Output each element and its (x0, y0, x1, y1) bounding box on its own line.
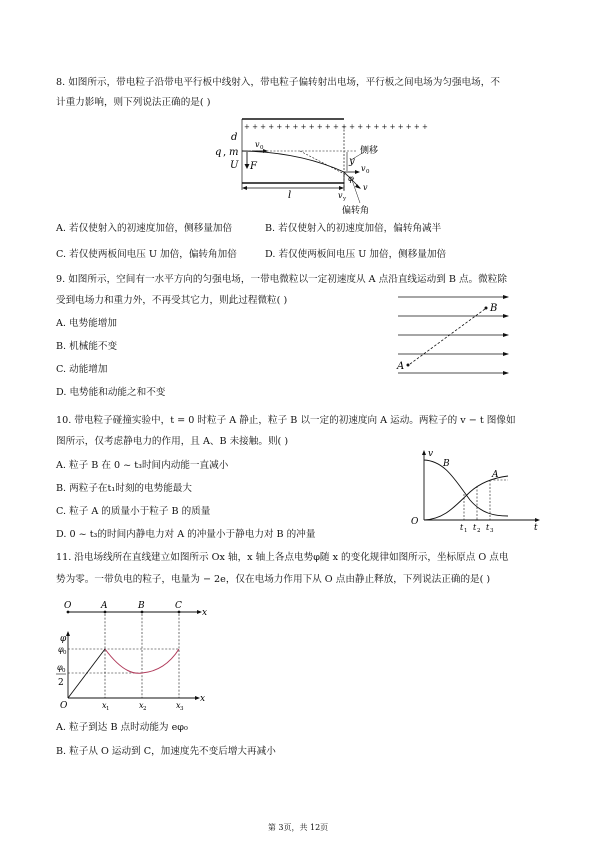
q11-label-x3: x (176, 701, 181, 710)
q10-label-t3: t (486, 523, 490, 532)
q9-label-A: A (397, 361, 405, 372)
q10-option-B[interactable]: B. 两粒子在t₁时刻的电势能最大 (56, 483, 192, 494)
q10-label-B: B (443, 459, 450, 469)
q11-top-C: C (175, 601, 182, 611)
q10-option-A[interactable]: A. 粒子 B 在 0 ~ t₃时间内动能一直减小 (56, 460, 229, 471)
q8-stem-line1: 8. 如图所示，带电粒子沿带电平行板中线射入，带电粒子偏转射出电场，平行板之间电场为匀强电场，不 (56, 77, 500, 88)
q11-stem-line1: 11. 沿电场线所在直线建立如图所示 Ox 轴，x 轴上各点电势φ随 x 的变化规律如图所示，坐标原点 O 点电 (56, 552, 509, 563)
q10-label-t2-sub: 2 (477, 528, 481, 534)
q8-option-C[interactable]: C. 若仅使两板间电压 U 加倍，偏转角加倍 (56, 249, 237, 260)
q8-label-l: l (288, 190, 292, 201)
q8-label-y: y (349, 156, 355, 167)
q10-label-t: t (534, 523, 538, 533)
q8-stem-line2: 计重力影响，则下列说法正确的是( ) (56, 97, 211, 108)
q8-label-v0-exit-sub: 0 (366, 169, 370, 175)
q11-top-A: A (101, 601, 108, 611)
q8-label-v0-exit: v (361, 164, 366, 173)
q11-label-half-num: φ (57, 663, 63, 672)
q8-label-angle: 偏转角 (342, 206, 370, 216)
q9-option-D[interactable]: D. 电势能和动能之和不变 (56, 387, 166, 398)
q8-label-v: v (363, 183, 368, 192)
q10-label-O: O (411, 517, 419, 527)
q8-label-vy-sub: y (343, 196, 347, 202)
q11-label-half-num-sub: 0 (62, 668, 66, 674)
q10-stem-line1: 10. 带电粒子碰撞实验中，t = 0 时粒子 A 静止，粒子 B 以一定的初速度向 A 运动。两粒子的 v − t 图像如 (56, 415, 516, 426)
q8-label-shift: 侧移 (360, 146, 379, 156)
q10-label-t3-sub: 3 (490, 528, 494, 534)
q8-label-q: q (215, 147, 222, 158)
q11-label-phi0: φ (58, 645, 64, 654)
q9-label-B: B (490, 303, 498, 314)
q8-option-B[interactable]: B. 若仅使射入的初速度加倍，偏转角减半 (265, 223, 442, 234)
q11-option-A[interactable]: A. 粒子到达 B 点时动能为 eφ₀ (56, 722, 188, 733)
q8-label-phi: φ (348, 174, 354, 183)
svg-text:,: , (223, 147, 227, 158)
q8-plus-charges: + + + + + + + + + + + + + + + + + + + + + + + (244, 123, 428, 131)
q8-label-F: F (250, 161, 257, 172)
q11-option-B[interactable]: B. 粒子从 O 运动到 C，加速度先不变后增大再减小 (56, 746, 276, 757)
q10-label-A: A (492, 470, 499, 480)
q11-label-x2: x (139, 701, 144, 710)
q11-top-O: O (64, 601, 72, 611)
q11-label-x1: x (102, 701, 107, 710)
q8-label-m: m (229, 147, 239, 158)
q11-label-half-den: 2 (58, 678, 64, 688)
q9-stem-line1: 9. 如图所示，空间有一水平方向的匀强电场，一带电微粒以一定初速度从 A 点沿直线运动到 B 点。微粒除 (56, 274, 507, 285)
q10-option-C[interactable]: C. 粒子 A 的质量小于粒子 B 的质量 (56, 506, 211, 517)
q11-label-x: x (200, 694, 206, 704)
q8-label-v0-sub: 0 (260, 145, 264, 151)
q10-label-t2: t (473, 523, 477, 532)
q10-stem-line2: 图所示，仅考虑静电力的作用，且 A、B 未接触。则( ) (56, 436, 289, 447)
q8-option-D[interactable]: D. 若仅使两板间电压 U 加倍，侧移量加倍 (265, 249, 447, 260)
page-footer: 第 3页，共 12页 (267, 823, 329, 832)
q10-label-v: v (428, 449, 434, 459)
q11-label-x1-sub: 1 (106, 706, 110, 712)
q9-option-C[interactable]: C. 动能增加 (56, 364, 108, 375)
q11-stem-line2: 势为零。一带负电的粒子，电量为 − 2e，仅在电场力作用下从 O 点由静止释放，下列说法正确的是( ) (56, 574, 491, 585)
q11-top-B: B (138, 601, 145, 611)
q9-option-B[interactable]: B. 机械能不变 (56, 341, 118, 352)
q11-label-phi0-sub: 0 (63, 650, 67, 656)
q11-label-x2-sub: 2 (143, 706, 147, 712)
q9-stem-line2: 受到电场力和重力外，不再受其它力，则此过程微粒( ) (56, 295, 288, 306)
q11-label-O: O (60, 701, 68, 711)
q11-label-phi: φ (60, 634, 67, 644)
q10-label-t1-sub: 1 (464, 528, 468, 534)
q11-top-x: x (202, 608, 208, 618)
q11-label-x3-sub: 3 (180, 706, 184, 712)
q10-label-t1: t (460, 523, 464, 532)
q8-label-vy: v (338, 191, 343, 200)
q8-label-v0: v (255, 140, 260, 149)
q9-option-A[interactable]: A. 电势能增加 (56, 318, 117, 329)
q8-label-U: U (230, 160, 239, 171)
q8-label-d: d (231, 132, 238, 143)
q8-option-A[interactable]: A. 若仅使射入的初速度加倍，侧移量加倍 (56, 223, 233, 234)
q10-option-D[interactable]: D. 0 ~ t₃的时间内静电力对 A 的冲量小于静电力对 B 的冲量 (56, 529, 316, 540)
